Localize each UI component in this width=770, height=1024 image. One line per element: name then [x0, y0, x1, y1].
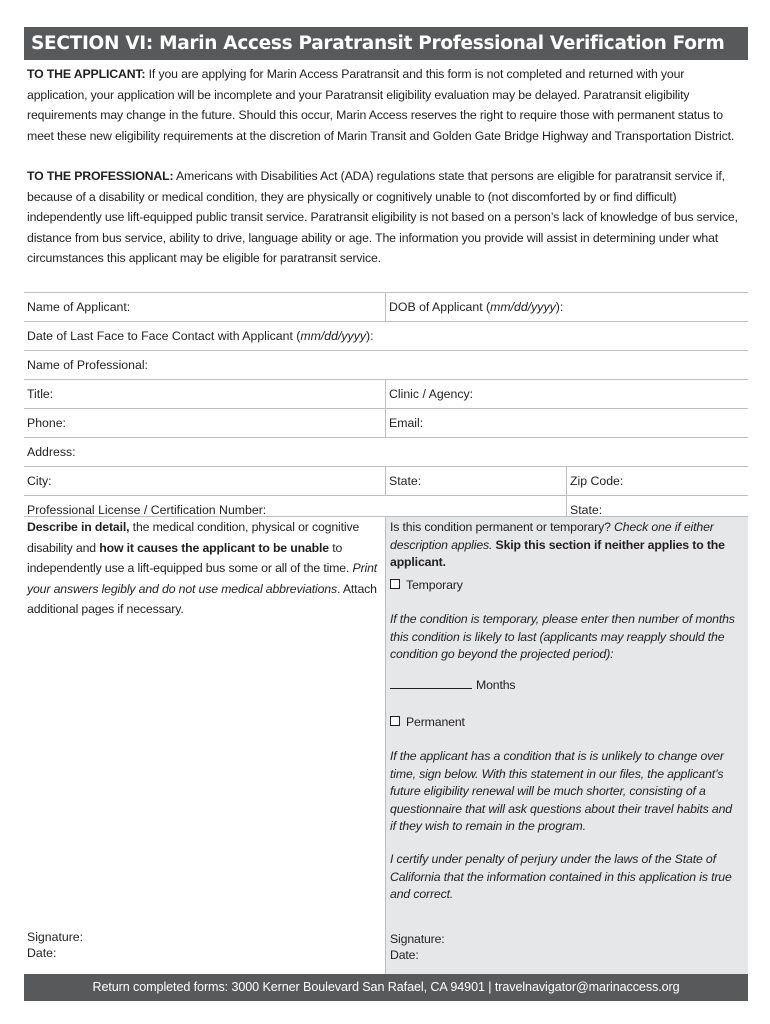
applicant-instructions: [27, 64, 745, 146]
temporary-note: If the condition is temporary, please enter then number of months this condition is likely to last (applicants may reapply should the condition go beyond the projected period):: [390, 612, 735, 661]
signature-label: Signature:: [390, 932, 445, 946]
field-grid: [24, 292, 748, 524]
license-state-field[interactable]: State:: [566, 496, 748, 524]
instructions: [27, 64, 745, 269]
permanent-option[interactable]: [390, 714, 740, 732]
condition-section: [24, 516, 748, 975]
name-of-professional-field[interactable]: Name of Professional:: [27, 358, 148, 372]
zip-code-field[interactable]: Zip Code:: [566, 467, 748, 495]
permanent-note: If the applicant has a condition that is is unlikely to change over time, sign below. With this statement in our files, the applicant’s future eligibility renewal will be much shorter, consisting of a questionnaire that will ask questions about their travel habits and if they wish to remain in the program.: [390, 749, 732, 833]
state-field[interactable]: State:: [385, 467, 566, 495]
temporary-option[interactable]: [390, 577, 740, 595]
city-row: [24, 466, 748, 495]
name-of-applicant-field[interactable]: Name of Applicant:: [27, 300, 131, 314]
dob-label: DOB of Applicant (: [389, 300, 491, 314]
question-skip-note: Skip this section if neither applies to the applicant.: [390, 537, 725, 569]
question-check-note: Check one if either description applies.: [390, 520, 714, 552]
last-contact-label: Date of Last Face to Face Contact with Applicant (: [27, 329, 301, 343]
form-page: [24, 27, 748, 1001]
date-label: Date:: [27, 946, 57, 960]
dob-format: mm/dd/yyyy: [490, 300, 556, 314]
temporary-label: Temporary: [406, 578, 463, 592]
describe-print-note: Print your answers legibly and do not use medical abbreviations: [27, 561, 378, 596]
describe-text-1: the medical condition, physical or cognitive disability and: [27, 520, 360, 555]
permanent-checkbox[interactable]: [390, 716, 400, 726]
description-pane[interactable]: [27, 517, 382, 975]
professional-instructions: [27, 166, 745, 269]
address-row: [24, 437, 748, 466]
phone-row: [24, 408, 748, 437]
professional-row: [24, 350, 748, 379]
date-label: Date:: [390, 948, 419, 962]
dob-field[interactable]: [385, 293, 748, 321]
applicant-row: [24, 292, 748, 321]
phone-field[interactable]: Phone:: [27, 416, 66, 430]
describe-lead: Describe in detail,: [27, 520, 130, 534]
permanent-label: Permanent: [406, 715, 465, 729]
certification-statement: I certify under penalty of perjury under the laws of the State of California that the information contained in this application is true and correct.: [390, 852, 732, 901]
question-text: Is this condition permanent or temporary?: [390, 520, 615, 534]
applicant-signature-block[interactable]: [27, 929, 83, 961]
professional-text: Americans with Disabilities Act (ADA) regulations state that persons are eligible for paratransit service if, because of a disability or medical condition, they are physically or cognitively unable to (not discomforted by or find difficult) independently use lift-equipped public transit service. Paratransit eligibility is not based on a person’s lack of knowledge of bus service, distance from bus service, ability to drive, language ability or age. The information you provide will assist in determining under what circumstances this applicant may be eligible for paratransit service.: [27, 169, 738, 265]
condition-pane: [385, 517, 748, 975]
return-address-footer: Return completed forms: 3000 Kerner Boulevard San Rafael, CA 94901 | travelnavigator@marinaccess.org: [24, 974, 748, 1001]
applicant-text: If you are applying for Marin Access Paratransit and this form is not completed and returned with your application, your application will be incomplete and your Paratransit eligibility evaluation may be delayed. Paratransit eligibility requirements may change in the future. Should this occur, Marin Access reserves the right to require those with permanent status to meet these new eligibility requirements at the discretion of Marin Transit and Golden Gate Bridge Highway and Transportation District.: [27, 67, 735, 143]
signature-label: Signature:: [27, 930, 84, 944]
months-label: Months: [476, 678, 516, 692]
months-blank[interactable]: [390, 677, 472, 689]
address-field[interactable]: Address:: [27, 445, 76, 459]
dob-label-end: ):: [555, 300, 564, 314]
title-row: [24, 379, 748, 408]
professional-lead: TO THE PROFESSIONAL:: [27, 169, 174, 183]
months-entry[interactable]: [390, 677, 740, 695]
title-field[interactable]: Title:: [27, 387, 54, 401]
license-number-field[interactable]: Professional License / Certification Number:: [27, 503, 267, 517]
clinic-agency-field[interactable]: Clinic / Agency:: [385, 380, 748, 408]
applicant-lead: TO THE APPLICANT:: [27, 67, 146, 81]
temporary-checkbox[interactable]: [390, 579, 400, 589]
description-instructions: [27, 517, 382, 620]
professional-signature-block[interactable]: [390, 931, 740, 963]
condition-question: [390, 519, 740, 572]
last-contact-field[interactable]: [24, 322, 748, 350]
describe-text-2: to independently use a lift-equipped bus some or all of the time.: [27, 540, 353, 575]
last-contact-format: mm/dd/yyyy: [300, 329, 366, 343]
last-contact-label-end: ):: [366, 329, 374, 343]
form-title: SECTION VI: Marin Access Paratransit Professional Verification Form: [24, 27, 748, 60]
describe-emphasis: how it causes the applicant to be unable: [99, 540, 329, 555]
email-field[interactable]: Email:: [385, 409, 748, 437]
city-field[interactable]: City:: [27, 474, 52, 488]
last-contact-row: [24, 321, 748, 350]
describe-text-3: . Attach additional pages if necessary.: [27, 581, 377, 616]
